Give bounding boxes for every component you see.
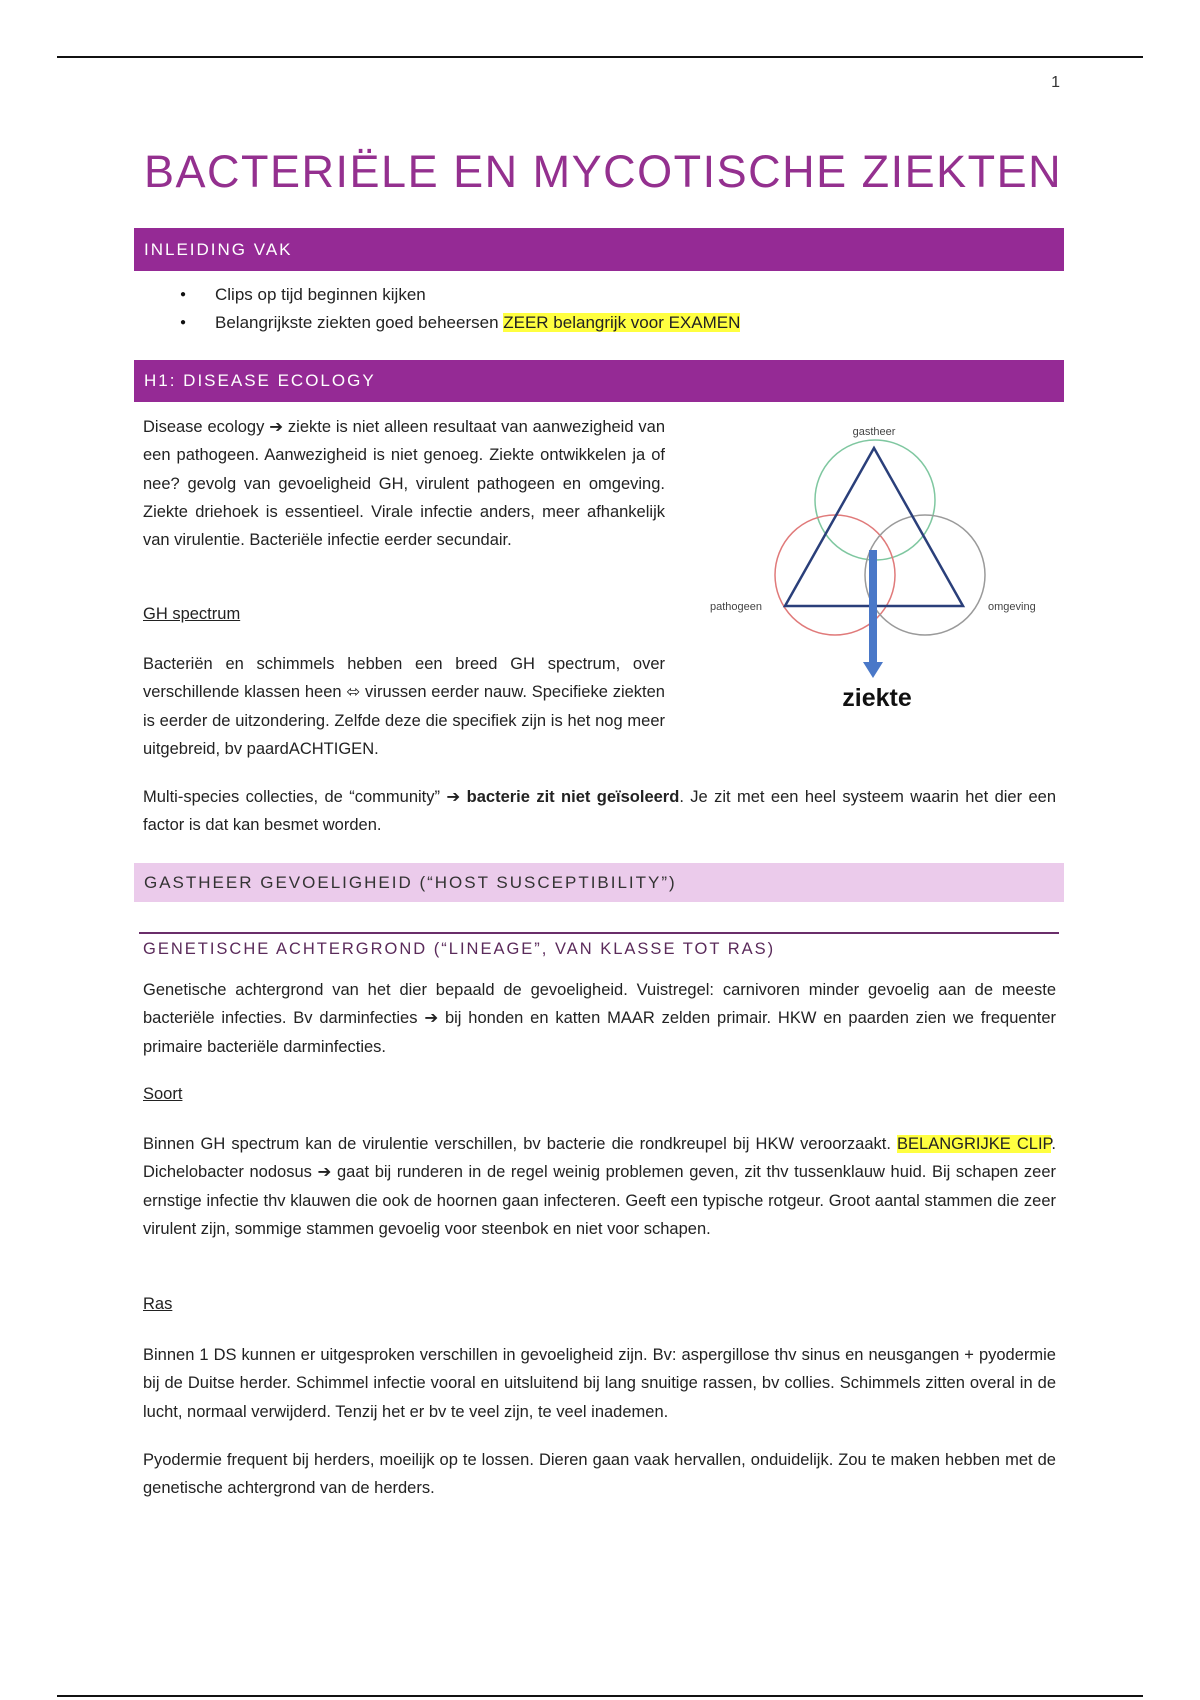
bullet-text: Belangrijkste ziekten goed beheersen bbox=[215, 313, 504, 332]
soort-after: gaat bij runderen in de regel weinig problemen geven, zit thv tussenklauw huid. Bij schapen zeer ernstige infectie thv klauwen die ook de hoornen gaan infecteren. Geeft een typische rotgeur. Groot aantal stammen die zeer virulent zijn, sommige stammen gevoelig voor steenbok en niet voor schapen. bbox=[143, 1163, 1057, 1238]
host-label: gastheer bbox=[852, 426, 896, 438]
highlighted-text: BELANGRIJKE CLIP bbox=[897, 1135, 1052, 1153]
multi-after: . Je zit met een heel systeem waarin het dier een factor is dat kan besmet worden. bbox=[143, 788, 1057, 835]
p1-before: Genetische achtergrond van het dier bepaald de gevoeligheid. Vuistregel: carnivoren minder gevoelig aan de meeste bacteriële infecties. Bv darminfecties bbox=[143, 981, 1056, 1028]
multi-species-paragraph bbox=[143, 783, 1056, 840]
inleiding-bullet-list bbox=[180, 281, 740, 337]
right-arrow-icon: ➔ bbox=[317, 1163, 332, 1182]
right-arrow-icon: ➔ bbox=[424, 1009, 439, 1028]
soort-mid: . Dichelobacter nodosus bbox=[143, 1135, 1057, 1182]
highlighted-text: ZEER belangrijk voor EXAMEN bbox=[503, 313, 741, 332]
page-number: 1 bbox=[1051, 74, 1060, 91]
ras-title: Ras bbox=[143, 1295, 173, 1313]
multi-before: Multi-species collecties, de “community” bbox=[143, 788, 447, 806]
soort-paragraph bbox=[143, 1130, 1056, 1243]
gh-before: Bacteriën en schimmels hebben een breed GH spectrum, over verschillende klassen heen bbox=[143, 655, 665, 702]
soort-title: Soort bbox=[143, 1085, 183, 1103]
pathogen-label: pathogeen bbox=[710, 601, 762, 613]
gh-spectrum-title: GH spectrum bbox=[143, 605, 241, 623]
multi-bold: bacterie zit niet geïsoleerd bbox=[466, 788, 680, 806]
environment-label: omgeving bbox=[988, 601, 1036, 613]
bottom-rule bbox=[57, 1695, 1143, 1697]
disease-label: ziekte bbox=[842, 684, 912, 712]
ras-paragraph-1: Binnen 1 DS kunnen er uitgesproken verschillen in gevoeligheid zijn. Bv: aspergillose thv sinus en neusgangen + pyodermie bij de Duitse herder. Schimmel infectie vooral en uitsluitend bij lang snuitige rassen, bv collies. Schimmels zitten overal in de lucht, normaal verwijderd. Tenzij het er bv te veel zijn, te veel inademen. bbox=[143, 1346, 1056, 1421]
bullet-text: Clips op tijd beginnen kijken bbox=[215, 285, 426, 304]
ras-paragraph-2: Pyodermie frequent bij herders, moeilijk op te lossen. Dieren gaan vaak hervallen, onduidelijk. Zou te maken hebben met de genetische achtergrond van de herders. bbox=[143, 1451, 1056, 1498]
top-rule bbox=[57, 56, 1143, 58]
soort-before: Binnen GH spectrum kan de virulentie verschillen, bv bacterie die rondkreupel bij HKW veroorzaakt. bbox=[143, 1135, 898, 1153]
subsection-rule bbox=[139, 932, 1059, 934]
gh-after: virussen eerder nauw. Specifieke ziekten is eerder de uitzondering. Zelfde deze die specifiek zijn is het nog meer uitgebreid, bv paardACHTIGEN. bbox=[143, 683, 665, 758]
subsection-heading-genetisch: GENETISCHE ACHTERGROND (“LINEAGE”, VAN KLASSE TOT RAS) bbox=[143, 940, 776, 958]
disease-triangle-diagram bbox=[700, 410, 1070, 720]
genetisch-paragraph bbox=[143, 976, 1056, 1061]
intro-lead: Disease ecology bbox=[143, 418, 265, 436]
section-heading-gastheer: GASTHEER GEVOELIGHEID (“HOST SUSCEPTIBILITY”) bbox=[134, 863, 1064, 902]
section-heading-inleiding: INLEIDING VAK bbox=[134, 228, 1064, 271]
right-arrow-icon: ➔ bbox=[446, 788, 461, 806]
list-item bbox=[180, 281, 740, 309]
right-arrow-icon: ➔ bbox=[269, 418, 284, 436]
left-right-arrow-icon: ⬄ bbox=[346, 683, 361, 702]
disease-ecology-paragraph bbox=[143, 413, 665, 554]
arrow-shaft bbox=[869, 550, 877, 665]
p1-after: bij honden en katten MAAR zelden primair. HKW en paarden zien we frequenter primaire bacteriële darminfecties. bbox=[143, 1009, 1057, 1056]
intro-rest: ziekte is niet alleen resultaat van aanwezigheid van een pathogeen. Aanwezigheid is niet genoeg. Ziekte ontwikkelen ja of nee? gevolg van gevoeligheid GH, virulent pathogeen en omgeving. Ziekte driehoek is essentieel. Virale infectie anders, meer afhankelijk van virulentie. Bacteriële infectie eerder secundair. bbox=[143, 418, 665, 550]
down-arrow-icon bbox=[863, 662, 883, 678]
section-heading-h1: H1: DISEASE ECOLOGY bbox=[134, 360, 1064, 402]
list-item bbox=[180, 309, 740, 337]
document-title: BACTERIËLE EN MYCOTISCHE ZIEKTEN bbox=[144, 146, 1063, 197]
gh-spectrum-paragraph bbox=[143, 650, 665, 763]
